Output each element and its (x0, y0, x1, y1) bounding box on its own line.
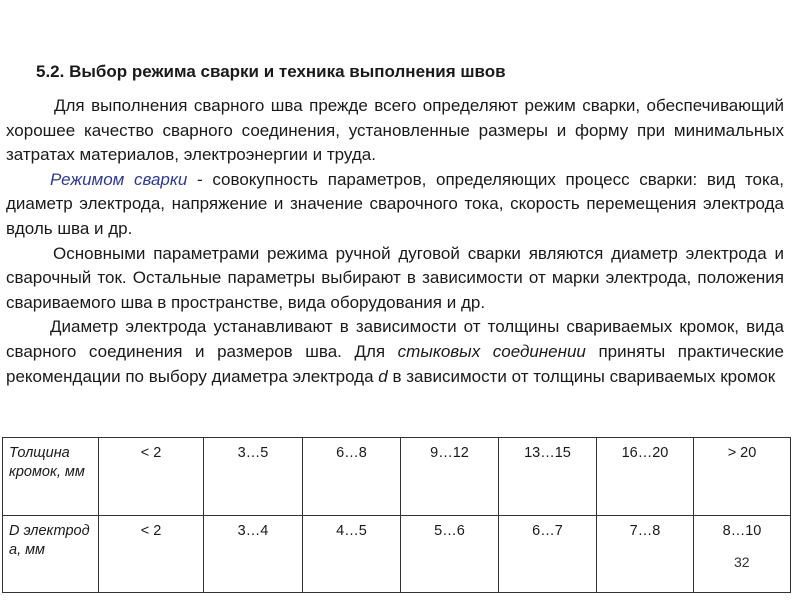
table-cell: 6…8 (303, 438, 401, 516)
table-cell: 3…4 (204, 515, 303, 593)
table-header-diameter: D электрод а, мм (3, 515, 99, 593)
body-text (6, 94, 784, 389)
paragraph-4 (6, 315, 784, 389)
table-cell: > 20 (694, 438, 791, 516)
page-number: 32 (734, 554, 750, 570)
table-cell: < 2 (99, 515, 204, 593)
table-cell: 8…10 (694, 515, 791, 593)
paragraph-3: Основными параметрами режима ручной дуговой сварки являются диаметр электрода и сварочный ток. Остальные параметры выбирают в зависимости от марки электрода, положения свариваемого шва в пространстве, вида оборудования и др. (6, 243, 784, 312)
table-row-thickness (3, 438, 791, 516)
section-title: 5.2. Выбор режима сварки и техника выполнения швов (36, 62, 506, 81)
electrode-diameter-table (2, 437, 791, 593)
table-cell: < 2 (99, 438, 204, 516)
table-cell: 4…5 (303, 515, 401, 593)
table-cell: 16…20 (597, 438, 694, 516)
table-cell: 3…5 (204, 438, 303, 516)
paragraph-2 (6, 168, 784, 242)
table-cell: 6…7 (499, 515, 597, 593)
paragraph-1: Для выполнения сварного шва прежде всего определяют режим сварки, обеспечивающий хорошее качество сварного соединения, установленные размеры и форму при минимальных затратах материалов, электроэнергии и труда. (6, 96, 784, 165)
table-cell: 13…15 (499, 438, 597, 516)
term-butt-joints: стыковых соединении (397, 341, 586, 361)
table-cell: 9…12 (401, 438, 499, 516)
table-cell: 5…6 (401, 515, 499, 593)
paragraph-2-rest: - совокупность параметров, определяющих процесс сварки: вид тока, диаметр электрода, напряжение и значение сварочного тока, скорость перемещения электрода вдоль шва и др. (6, 169, 784, 238)
term-welding-mode: Режимом сварки (50, 169, 188, 189)
paragraph-4-part-2: приняты практические рекомендации по выбору диаметра электрода (6, 341, 784, 386)
symbol-d: d (378, 366, 388, 386)
table-row-diameter (3, 515, 791, 593)
paragraph-4-part-3: в зависимости от толщины свариваемых кромок (387, 366, 776, 386)
paragraph-4-part-1: Диаметр электрода устанавливают в зависимости от толщины свариваемых кромок, вида сварного соединения и размеров шва. Для (6, 317, 784, 361)
table-cell: 7…8 (597, 515, 694, 593)
table-header-thickness: Толщина кромок, мм (3, 438, 99, 516)
